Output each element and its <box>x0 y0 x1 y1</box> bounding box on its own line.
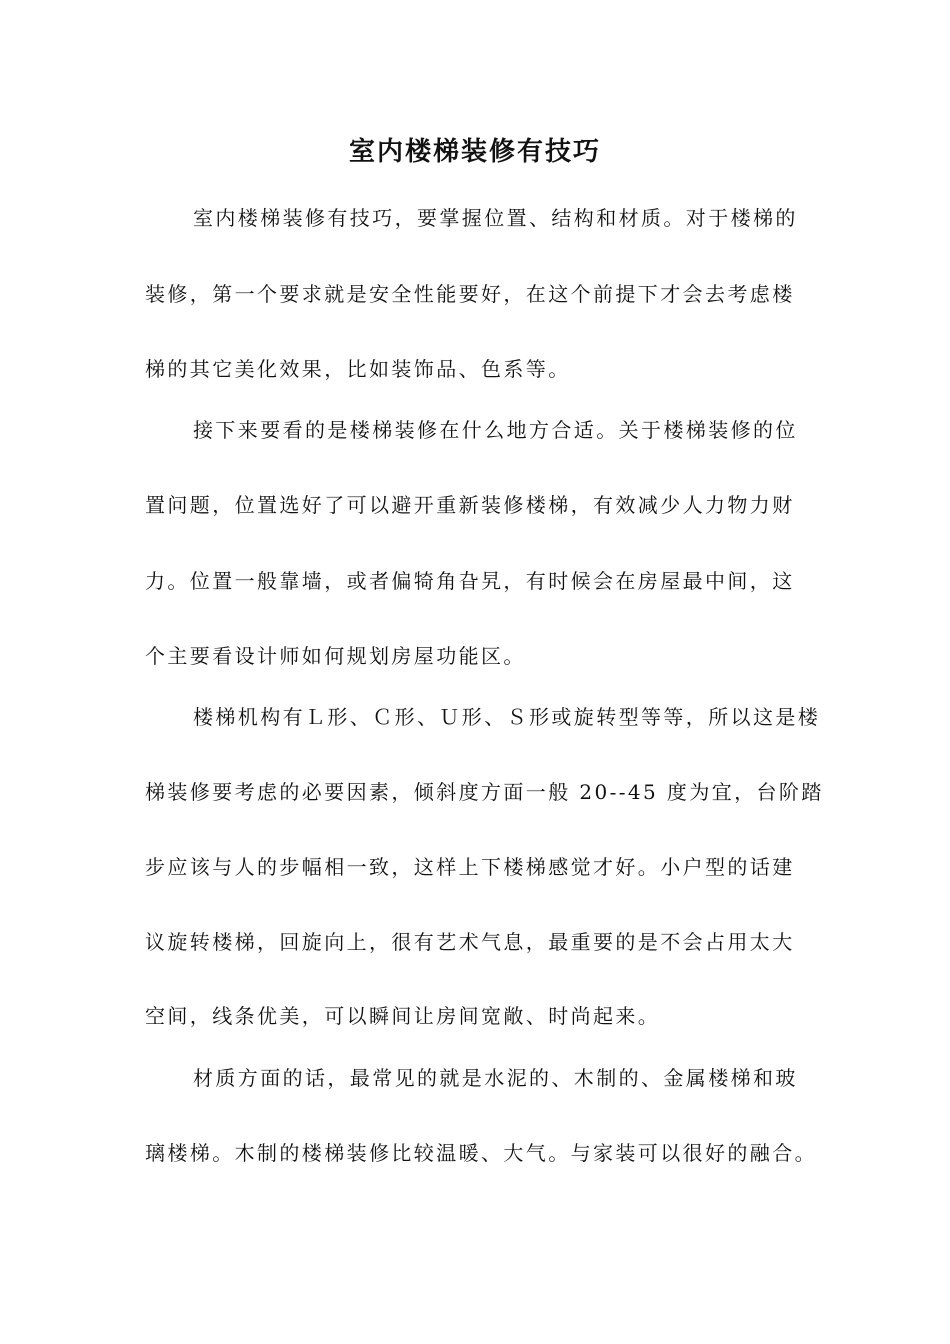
paragraph-3-line-1: 楼梯机构有Ｌ形、Ｃ形、Ｕ形、Ｓ形或旋转型等等，所以这是楼 <box>193 705 821 729</box>
paragraph-3-line-4: 议旋转楼梯，回旋向上，很有艺术气息，最重要的是不会占用太大 <box>145 930 795 954</box>
paragraph-2-line-2: 置问题，位置选好了可以避开重新装修楼梯，有效减少人力物力财 <box>145 493 795 517</box>
paragraph-1-line-1: 室内楼梯装修有技巧，要掌握位置、结构和材质。对于楼梯的 <box>193 206 798 230</box>
paragraph-2-line-1: 接下来要看的是楼梯装修在什么地方合适。关于楼梯装修的位 <box>193 418 798 442</box>
paragraph-4-line-1: 材质方面的话，最常见的就是水泥的、木制的、金属楼梯和玻 <box>193 1066 798 1090</box>
paragraph-3-line-2: 梯装修要考虑的必要因素，倾斜度方面一般 20--45 度为宜，台阶踏 <box>145 780 824 804</box>
paragraph-3-line-3: 步应该与人的步幅相一致，这样上下楼梯感觉才好。小户型的话建 <box>145 855 795 879</box>
page-title: 室内楼梯装修有技巧 <box>348 137 601 167</box>
paragraph-4-line-2: 璃楼梯。木制的楼梯装修比较温暖、大气。与家装可以很好的融合。 <box>145 1141 817 1165</box>
paragraph-1-line-3: 梯的其它美化效果，比如装饰品、色系等。 <box>145 357 571 381</box>
paragraph-3-line-5: 空间，线条优美，可以瞬间让房间宽敞、时尚起来。 <box>145 1004 661 1028</box>
paragraph-2-line-4: 个主要看设计师如何规划房屋功能区。 <box>145 644 526 668</box>
paragraph-2-line-3: 力。位置一般靠墙，或者偏犄角旮旯，有时候会在房屋最中间，这 <box>145 569 795 593</box>
paragraph-1-line-2: 装修，第一个要求就是安全性能要好，在这个前提下才会去考虑楼 <box>145 282 795 306</box>
